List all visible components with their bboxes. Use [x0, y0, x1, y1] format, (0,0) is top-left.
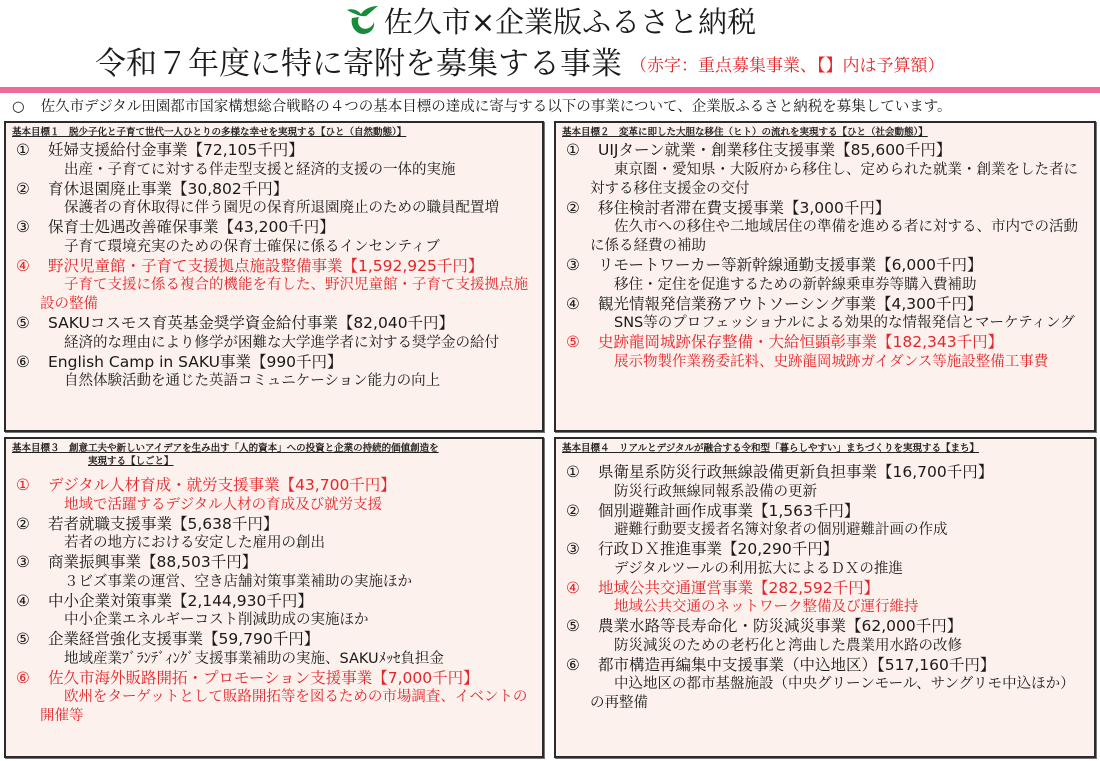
- item-number: ④: [16, 256, 30, 275]
- item-title: 育休退園廃止事業【30,802千円】: [48, 179, 289, 198]
- goal-box-1: [4, 121, 544, 432]
- project-item: [566, 463, 1088, 502]
- item-number: ②: [566, 198, 580, 217]
- item-title: 商業振興事業【88,503千円】: [48, 553, 258, 571]
- goal-box-4: [554, 437, 1096, 758]
- project-item: [16, 141, 536, 180]
- item-title: デジタル人材育成・就労支援事業【43,700千円】: [48, 476, 396, 494]
- priority-project-item: [16, 257, 536, 315]
- title-line-2: 令和７年度に特に寄附を募集する事業: [95, 46, 622, 82]
- item-number: ⑥: [16, 352, 30, 371]
- item-description: 地域で活躍するデジタル人材の育成及び就労支援: [64, 496, 383, 513]
- priority-project-item: [566, 579, 1088, 618]
- item-description: ３ビズ事業の運営、空き店舗対策事業補助の実施ほか: [64, 573, 412, 590]
- item-number: ①: [566, 141, 580, 159]
- goal-heading: 基本目標１ 脱少子化と子育て世代一人ひとりの多様な幸せを実現する【ひと（自然動態）】: [12, 127, 407, 138]
- header-divider: [0, 87, 1100, 93]
- item-number: ⑤: [566, 617, 580, 635]
- item-description: 避難行動要支援者名簿対象者の個別避難計画の作成: [614, 522, 948, 538]
- item-title: 地域公共交通運営事業【282,592千円】: [598, 578, 880, 597]
- item-number: ①: [566, 463, 580, 481]
- item-title: 佐久市海外販路開拓・プロモーション支援事業【7,000千円】: [48, 668, 479, 687]
- project-item: [16, 630, 536, 669]
- goal-heading: 基本目標４ リアルとデジタルが融合する令和型「暮らしやすい」まちづくりを実現する【まち】: [562, 443, 979, 454]
- item-number: ④: [566, 578, 580, 597]
- item-description: 防災行政無線同報系設備の更新: [614, 483, 817, 500]
- item-title: SAKUコスモス育英基金奨学資金給付事業【82,040千円】: [48, 314, 455, 332]
- project-list: [556, 455, 1094, 713]
- item-title: リモートワーカー等新幹線通勤支援事業【6,000千円】: [598, 256, 983, 274]
- item-number: ①: [16, 476, 30, 494]
- project-item: [566, 540, 1088, 579]
- item-description: 欧州をターゲットとして販路開拓等を図るための市場調査、イベントの開催等: [40, 689, 528, 724]
- item-description: 地域産業ﾌﾞﾗﾝﾃﾞｨﾝｸﾞ支援事業補助の実施、SAKUﾒｯｾ負担金: [64, 650, 444, 667]
- item-title: 若者就職支援事業【5,638千円】: [48, 514, 279, 533]
- item-title: 企業経営強化支援事業【59,790千円】: [48, 630, 320, 648]
- item-title: 野沢児童館・子育て支援拠点施設整備事業【1,592,925千円】: [48, 256, 484, 275]
- item-description: 地域公共交通のネットワーク整備及び運行維持: [614, 599, 919, 615]
- goal-heading: 基本目標２ 変革に即した大胆な移住（ヒト）の流れを実現する【ひと（社会動態）】: [562, 127, 928, 138]
- intro-text: [12, 97, 952, 117]
- item-number: ⑥: [566, 655, 580, 674]
- item-title: 妊婦支援給付金事業【72,105千円】: [48, 141, 304, 159]
- goal-box-2: [554, 121, 1096, 432]
- project-item: [16, 592, 536, 631]
- item-title: UIJターン就業・創業移住支援事業【85,600千円】: [598, 141, 952, 159]
- project-item: [566, 295, 1088, 334]
- item-number: ②: [16, 514, 30, 533]
- bullet-circle-icon: ○: [12, 99, 25, 115]
- item-description: 中小企業エネルギーコスト削減助成の実施ほか: [64, 612, 369, 628]
- item-description: SNS等のプロフェッショナルによる効果的な情報発信とマーケティング: [614, 315, 1075, 331]
- item-description: 防災減災のための老朽化と湾曲した農業用水路の改修: [614, 637, 962, 654]
- item-description: 若者の地方における安定した雇用の創出: [64, 535, 325, 551]
- item-number: ④: [566, 294, 580, 313]
- item-number: ③: [16, 553, 30, 571]
- project-list: [556, 139, 1094, 372]
- page-subtitle: [95, 44, 945, 86]
- intro-sentence: 佐久市デジタル田園都市国家構想総合戦略の４つの基本目標の達成に寄与する以下の事業について、企業版ふるさと納税を募集しています。: [40, 99, 952, 115]
- item-description: 出産・子育てに対する伴走型支援と経済的支援の一体的実施: [64, 161, 456, 178]
- item-title: 農業水路等長寿命化・防災減災事業【62,000千円】: [598, 617, 963, 635]
- goal-heading: [6, 439, 542, 468]
- project-list: [6, 468, 542, 726]
- priority-project-item: [16, 476, 536, 515]
- item-title: 史跡龍岡城跡保存整備・大給恒顕彰事業【182,343千円】: [598, 333, 1004, 351]
- project-list: [6, 139, 542, 391]
- item-description: 自然体験活動を通じた英語コミュニケーション能力の向上: [64, 373, 441, 389]
- item-number: ③: [566, 540, 580, 558]
- item-number: ①: [16, 141, 30, 159]
- project-item: [566, 199, 1088, 257]
- project-item: [16, 553, 536, 592]
- project-item: [566, 141, 1088, 199]
- priority-project-item: [566, 333, 1088, 372]
- item-description: 展示物製作業務委託料、史跡龍岡城跡ガイダンス等施設整備工事費: [614, 353, 1049, 370]
- item-title: 個別避難計画作成事業【1,563千円】: [598, 501, 860, 520]
- page-title: [0, 2, 1100, 42]
- legend-note: （赤字：重点募集事業、【】内は予算額）: [630, 56, 945, 76]
- project-item: [16, 314, 536, 353]
- item-description: 中込地区の都市基盤施設（中央グリーンモール、サングリモ中込ほか）の再整備: [590, 676, 1075, 711]
- item-title: 中小企業対策事業【2,144,930千円】: [48, 591, 313, 610]
- goal-box-3: [4, 437, 544, 758]
- item-description: 移住・定住を促進するための新幹線乗車券等購入費補助: [614, 276, 977, 293]
- priority-project-item: [16, 669, 536, 727]
- item-description: 東京圏・愛知県・大阪府から移住し、定められた就業・創業をした者に対する移住支援金の交付: [590, 161, 1078, 197]
- item-description: 経済的な理由により修学が困難な大学進学者に対する奨学金の給付: [64, 334, 499, 351]
- item-title: 観光情報発信業務アウトソーシング事業【4,300千円】: [598, 294, 983, 313]
- item-description: 佐久市への移住や二地域居住の準備を進める者に対する、市内での活動に係る経費の補助: [590, 219, 1078, 254]
- project-item: [16, 353, 536, 392]
- item-description: 子育て支援に係る複合的機能を有した、野沢児童館・子育て支援拠点施設の整備: [40, 277, 528, 312]
- item-title: 行政ＤＸ推進事業【20,290千円】: [598, 540, 839, 558]
- title-line-1: 佐久市×企業版ふるさと納税: [383, 5, 757, 39]
- item-number: ②: [566, 501, 580, 520]
- item-number: ③: [566, 256, 580, 274]
- item-title: 県衛星系防災行政無線設備更新負担事業【16,700千円】: [598, 463, 994, 481]
- item-title: English Camp in SAKU事業【990千円】: [48, 352, 343, 371]
- saku-city-emblem-icon: [344, 4, 380, 36]
- project-item: [566, 502, 1088, 541]
- project-item: [16, 218, 536, 257]
- item-number: ⑥: [16, 668, 30, 687]
- goal-heading-line1: 基本目標３ 創意工夫や新しいアイデアを生み出す「人的資本」への投資と企業の持続的価値創造を: [12, 443, 439, 454]
- item-description: 保護者の育休取得に伴う園児の保育所退園廃止のための職員配置増: [64, 200, 499, 216]
- item-number: ⑤: [16, 314, 30, 332]
- item-number: ⑤: [566, 333, 580, 351]
- project-item: [566, 256, 1088, 295]
- item-number: ②: [16, 179, 30, 198]
- page-header: [0, 0, 1100, 90]
- item-number: ⑤: [16, 630, 30, 648]
- goal-heading-line2: 実現する【しごと】: [88, 456, 174, 467]
- item-description: デジタルツールの利用拡大によるＤＸの推進: [614, 560, 903, 577]
- project-item: [16, 180, 536, 219]
- item-number: ④: [16, 591, 30, 610]
- project-item: [16, 515, 536, 554]
- item-title: 都市構造再編集中支援事業（中込地区）【517,160千円】: [598, 655, 996, 674]
- item-number: ③: [16, 218, 30, 236]
- item-title: 移住検討者滞在費支援事業【3,000千円】: [598, 198, 891, 217]
- item-title: 保育士処遇改善確保事業【43,200千円】: [48, 218, 335, 236]
- item-description: 子育て環境充実のための保育士確保に係るインセンティブ: [64, 238, 440, 255]
- project-item: [566, 656, 1088, 714]
- project-item: [566, 617, 1088, 656]
